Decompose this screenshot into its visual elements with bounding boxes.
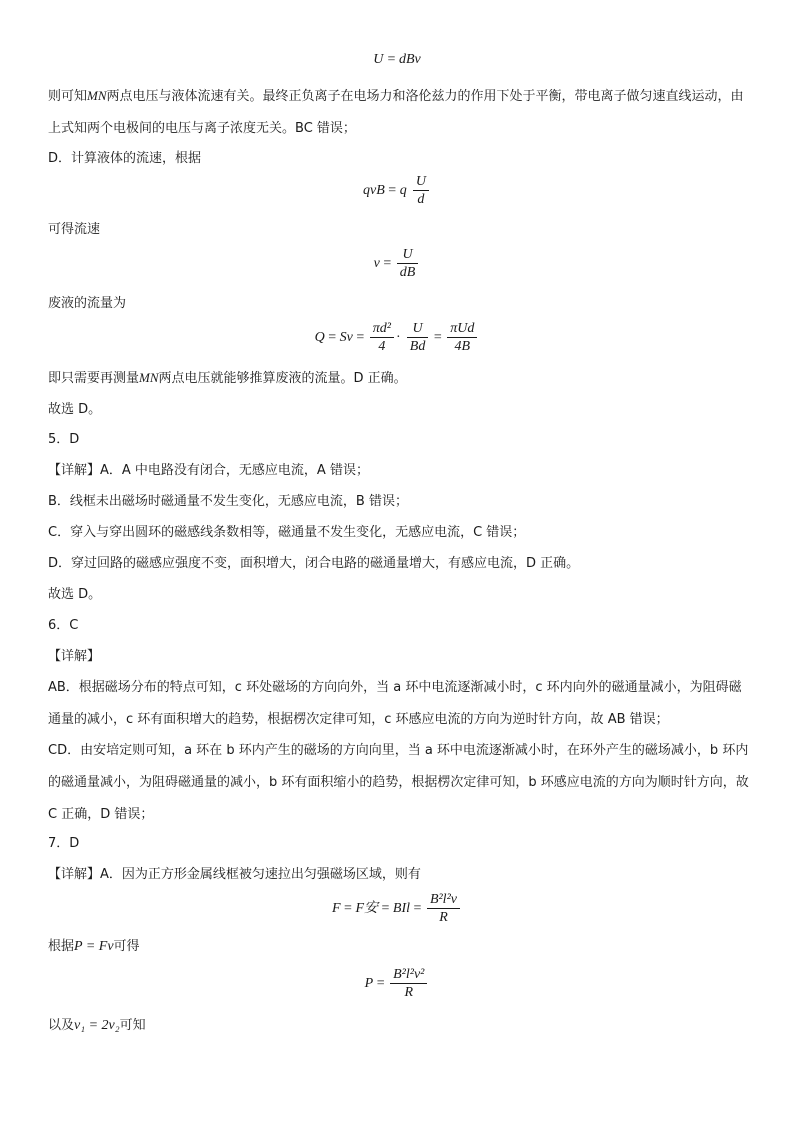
q5-number: 5．D — [48, 432, 80, 447]
equation-qvb: qvB = q $\frac{U}{d}$ — [0, 173, 794, 208]
equation-f: F = F安 = BIl = $\frac{\text{B²l²v}}{R}$ — [0, 891, 794, 926]
q6-option-ab: AB．根据磁场分布的特点可知，c 环处磁场的方向向外，当 a 环中电流逐渐减小时，c 环内向外的磁通量减小，为阻碍磁通量的减小，c 环有面积增大的趋势，根据楞次定律可知，c 环感应电流的方向为逆时针方向，故 AB 错误； — [48, 680, 742, 727]
fraction-pid2-over-4: $\frac{\text{πd²}}{4}$ — [370, 320, 394, 355]
also-line: 以及v₁ = 2v₂可知 — [48, 1018, 146, 1033]
fraction-b2l2v2-over-r: $\frac{\text{B²l²v²}}{R}$ — [390, 966, 427, 1001]
q5-choose: 故选 D。 — [48, 587, 102, 602]
q6-detail-tag: 【详解】 — [48, 649, 101, 664]
q6-option-cd: CD．由安培定则可知，a 环在 b 环内产生的磁场的方向向里，当 a 环中电流逐渐减小时，在环外产生的磁场减小，b 环内的磁通量减小，为阻碍磁通量的减小，b 环有面积缩小的趋势，根据楞次定律可知，b 环感应电流的方向为顺时针方向，故 C 正确，D 错误； — [48, 743, 749, 822]
detail-tag: 【详解】 — [48, 867, 101, 882]
fraction-u-over-db: $\frac{U}{dB}$ — [397, 246, 419, 281]
fraction-u-over-d: $\frac{U}{d}$ — [413, 173, 429, 208]
waste-flow-line: 废液的流量为 — [48, 296, 127, 311]
fraction-b2l2v-over-r: $\frac{\text{B²l²v}}{R}$ — [427, 891, 460, 926]
q7-number: 7．D — [48, 836, 80, 851]
paragraph-voltage-relation: 则可知MN两点电压与液体流速有关。最终正负离子在电场力和洛伦兹力的作用下处于平衡，带电离子做匀速直线运动，由上式知两个电极间的电压与离子浓度无关。BC 错误； — [48, 88, 744, 136]
flow-speed-line: 可得流速 — [48, 222, 101, 237]
q5-option-b: B．线框未出磁场时磁通量不发生变化，无感应电流，B 错误； — [48, 494, 408, 509]
q5-option-d: D．穿过回路的磁感应强度不变，面积增大，闭合电路的磁通量增大，有感应电流，D 正确。 — [48, 556, 580, 571]
equation-v: v = $\frac{U}{dB}$ — [0, 246, 794, 281]
q5-option-c: C．穿入与穿出圆环的磁感线条数相等，磁通量不发生变化，无感应电流，C 错误； — [48, 525, 526, 540]
equation-q: Q = Sv = $\frac{\text{πd²}}{4}$ · $\frac{U}{Bd}$ = $\frac{\text{πUd}}{4B}$ — [0, 320, 794, 355]
according-line: 根据P = Fv可得 — [48, 939, 140, 954]
choose-d-line: 故选 D。 — [48, 402, 102, 417]
measure-line: 即只需要再测量MN两点电压就能够推算废液的流量。D 正确。 — [48, 370, 407, 386]
fraction-u-over-bd: $\frac{U}{Bd}$ — [407, 320, 429, 355]
d-calc-line: D．计算液体的流速，根据 — [48, 151, 202, 166]
q6-number: 6．C — [48, 618, 79, 633]
fraction-piud-over-4b: $\frac{\text{πUd}}{4B}$ — [447, 320, 477, 355]
equation-p: P = $\frac{\text{B²l²v²}}{R}$ — [0, 966, 794, 1001]
q7-option-a: 【详解】A．因为正方形金属线框被匀速拉出匀强磁场区域，则有 — [48, 867, 421, 882]
equation-u-dbv: U = dBv — [373, 52, 421, 67]
detail-tag: 【详解】 — [48, 463, 101, 478]
q5-option-a: 【详解】A．A 中电路没有闭合，无感应电流，A 错误； — [48, 463, 369, 478]
